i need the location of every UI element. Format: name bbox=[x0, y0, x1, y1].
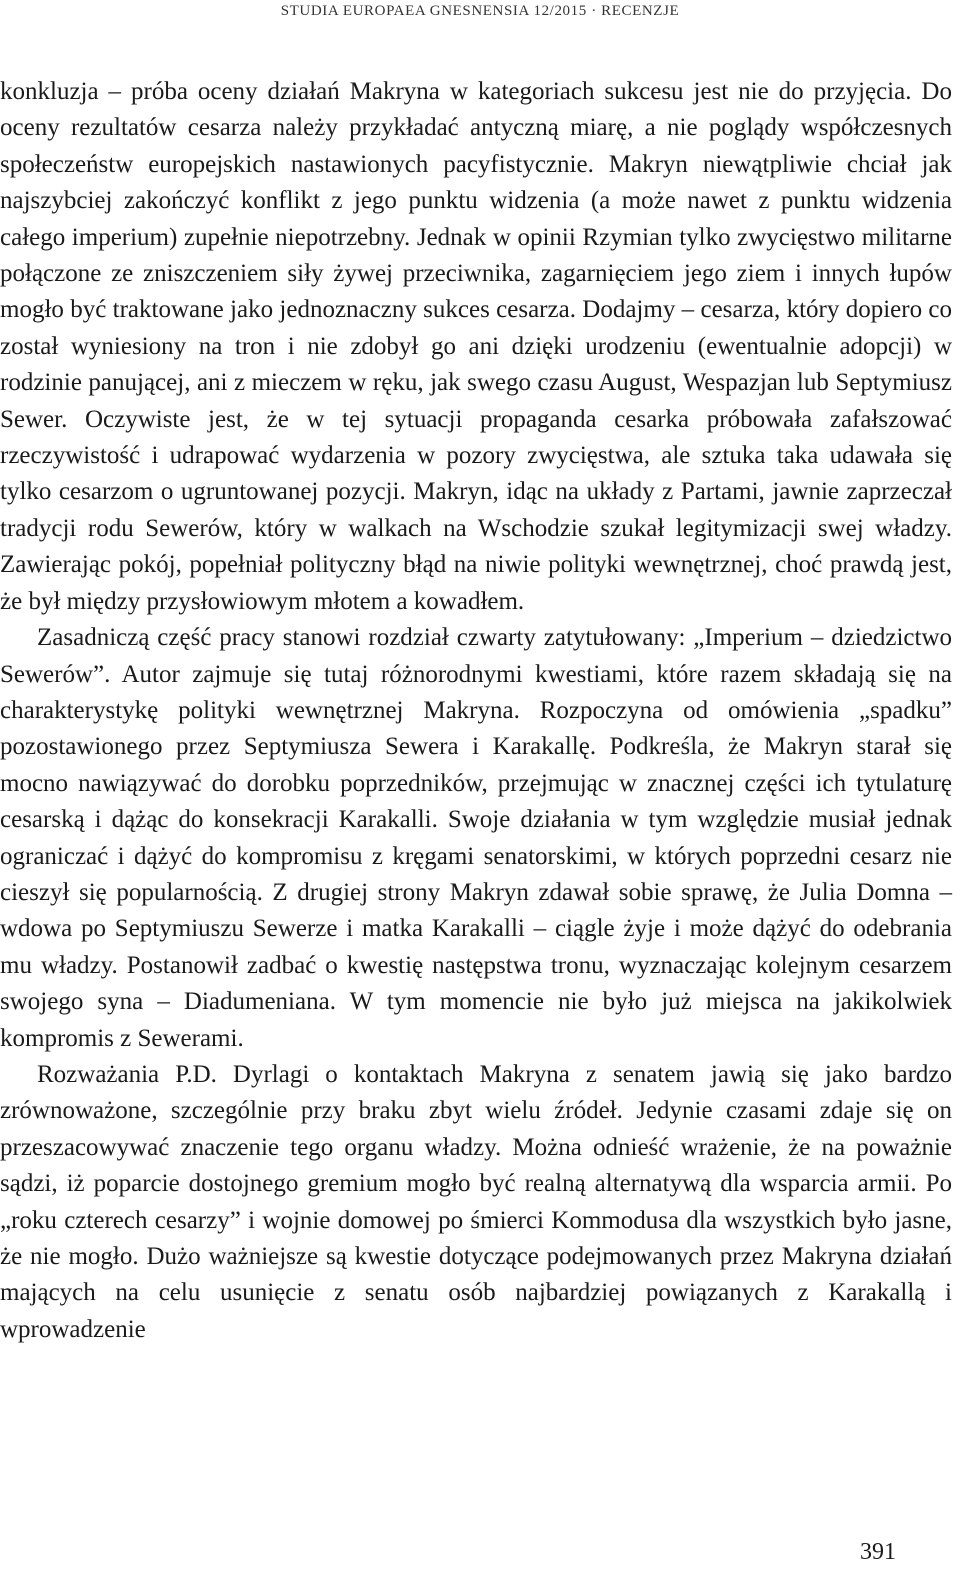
page-number: 391 bbox=[860, 1539, 896, 1565]
paragraph-continued: konkluzja – próba oceny działań Makryna w kategoriach sukcesu jest nie do przyjęcia. Do oceny rezultatów cesarza należy przykładać antyczną miarę, a nie poglądy współczesnych społeczeństw europejskich nastawionych pacyfistycznie. Makryn niewątpliwie chciał jak najszybciej zakończyć konflikt z jego punktu widzenia (a może nawet z punktu widzenia całego imperium) zupełnie niepotrzebny. Jednak w opinii Rzymian tylko zwycięstwo militarne połączone ze zniszczeniem siły żywej przeciwnika, zagarnięciem jego ziem i innych łupów mogło być traktowane jako jednoznaczny sukces cesarza. Dodajmy – cesarza, który dopiero co został wyniesiony na tron i nie zdobył go ani dzięki urodzeniu (ewentualnie adopcji) w rodzinie panującej, ani z mieczem w ręku, jak swego czasu August, Wespazjan lub Septymiusz Sewer. Oczywiste jest, że w tej sytuacji propaganda cesarka próbowała zafałszować rzeczywistość i udrapować wydarzenia w pozory zwycięstwa, ale sztuka taka udawała się tylko cesarzom o ugruntowanej pozycji. Makryn, idąc na układy z Partami, jawnie zaprzeczał tradycji rodu Sewerów, który w walkach na Wschodzie szukał legitymizacji swej władzy. Zawierając pokój, popełniał polityczny błąd na niwie polityki wewnętrznej, choć prawdą jest, że był między przysłowiowym młotem a kowadłem. bbox=[0, 78, 952, 615]
running-header: STUDIA EUROPAEA GNESNENSIA 12/2015 · RECENZJE bbox=[280, 3, 680, 19]
paragraph-chapter-four: Zasadniczą część pracy stanowi rozdział czwarty zatytułowany: „Imperium – dziedzictwo Sewerów”. Autor zajmuje się tutaj różnorodnymi kwestiami, które razem składają się na charakterystykę polityki wewnętrznej Makryna. Rozpoczyna od omówienia „spadku” pozostawionego przez Septymiusza Sewera i Karakallę. Podkreśla, że Makryn starał się mocno nawiązywać do dorobku poprzedników, przejmując w znacznej części ich tytulaturę cesarską i dążąc do konsekracji Karakalli. Swoje działania w tym względzie musiał jednak ograniczać i dążyć do kompromisu z kręgami senatorskimi, w których poprzedni cesarz nie cieszył się popularnością. Z drugiej strony Makryn zdawał sobie sprawę, że Julia Domna – wdowa po Septymiuszu Sewerze i matka Karakalli – ciągle żyje i może dążyć do odebrania mu władzy. Postanowił zadbać o kwestię następstwa tronu, wyznaczając kolejnym cesarzem swojego syna – Diadumeniana. W tym momencie nie było już miejsca na jakikolwiek kompromis z Sewerami. bbox=[0, 624, 952, 1052]
body-text bbox=[0, 74, 952, 1348]
paragraph-senate: Rozważania P.D. Dyrlagi o kontaktach Makryna z senatem jawią się jako bardzo zrównoważone, szczególnie przy braku zbyt wielu źródeł. Jedynie czasami zdaje się on przeszacowywać znaczenie tego organu władzy. Można odnieść wrażenie, że na poważnie sądzi, iż poparcie dostojnego gremium mogło być realną alternatywą dla wsparcia armii. Po „roku czterech cesarzy” i wojnie domowej po śmierci Kommodusa dla wszystkich było jasne, że nie mogło. Dużo ważniejsze są kwestie dotyczące podejmowanych przez Makryna działań mających na celu usunięcie z senatu osób najbardziej powiązanych z Karakallą i wprowadzenie bbox=[0, 1060, 952, 1343]
